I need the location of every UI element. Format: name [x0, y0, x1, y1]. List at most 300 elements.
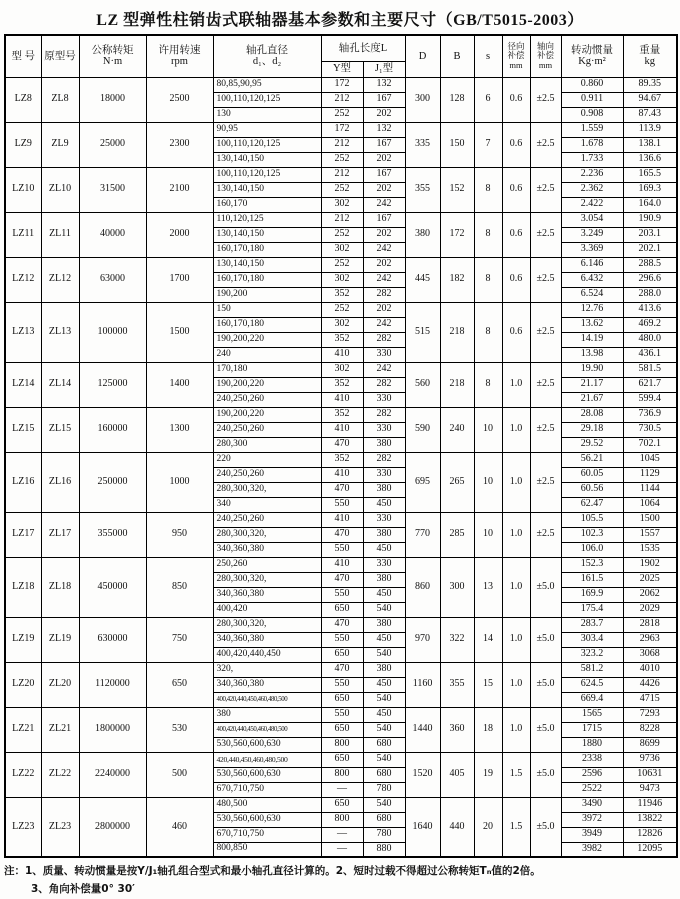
bore-diameter-cell: 130,140,150: [213, 152, 321, 167]
prototype-cell: ZL23: [41, 797, 79, 857]
length-Y-cell: 352: [321, 332, 363, 347]
bore-diameter-cell: 110,120,125: [213, 212, 321, 227]
B-cell: 355: [440, 662, 474, 707]
bore-diameter-cell: 220: [213, 452, 321, 467]
weight-cell: 113.9: [623, 122, 677, 137]
weight-cell: 2062: [623, 587, 677, 602]
length-J1-cell: 242: [363, 272, 405, 287]
length-Y-cell: 352: [321, 452, 363, 467]
col-header-bore-line2: d₁、d₂: [252, 56, 282, 68]
inertia-cell: 3972: [561, 812, 623, 827]
torque-cell: 25000: [79, 122, 146, 167]
length-Y-cell: 212: [321, 167, 363, 182]
bore-diameter-cell: 340,360,380: [213, 542, 321, 557]
length-J1-cell: 330: [363, 347, 405, 362]
table-row: [5, 122, 677, 137]
inertia-cell: 13.62: [561, 317, 623, 332]
length-Y-cell: 650: [321, 647, 363, 662]
radial-compensation-cell: 1.0: [502, 407, 530, 452]
length-J1-cell: 167: [363, 92, 405, 107]
col-header-bore-length-group: [321, 35, 405, 61]
weight-cell: 296.6: [623, 272, 677, 287]
bore-diameter-cell: 90,95: [213, 122, 321, 137]
length-J1-cell: 330: [363, 392, 405, 407]
length-J1-cell: 450: [363, 497, 405, 512]
prototype-cell: ZL16: [41, 452, 79, 512]
weight-cell: 1557: [623, 527, 677, 542]
length-Y-cell: 302: [321, 242, 363, 257]
bore-diameter-cell: 280,300,320,: [213, 572, 321, 587]
weight-cell: 190.9: [623, 212, 677, 227]
inertia-cell: 56.21: [561, 452, 623, 467]
bore-diameter-cell: 400,420: [213, 602, 321, 617]
weight-cell: 436.1: [623, 347, 677, 362]
col-header-speed-line2: rpm: [171, 56, 188, 68]
length-J1-cell: 242: [363, 242, 405, 257]
col-header-bore-length-label: 轴孔长度L: [338, 42, 388, 54]
length-J1-cell: 202: [363, 152, 405, 167]
radial-compensation-cell: 1.0: [502, 452, 530, 512]
radial-compensation-cell: 1.5: [502, 752, 530, 797]
axial-compensation-cell: ±2.5: [530, 512, 561, 557]
weight-cell: 4715: [623, 692, 677, 707]
length-J1-cell: 167: [363, 212, 405, 227]
weight-cell: 702.1: [623, 437, 677, 452]
weight-cell: 12826: [623, 827, 677, 842]
table-header: [5, 35, 677, 77]
B-cell: 285: [440, 512, 474, 557]
inertia-cell: 2596: [561, 767, 623, 782]
table-row: [5, 407, 677, 422]
s-cell: 6: [474, 77, 502, 122]
speed-cell: 2000: [146, 212, 213, 257]
bore-diameter-cell: 100,110,120,125: [213, 167, 321, 182]
model-cell: LZ11: [5, 212, 41, 257]
length-J1-cell: 242: [363, 317, 405, 332]
col-header-prototype: [41, 35, 79, 77]
weight-cell: 89.35: [623, 77, 677, 92]
D-cell: 335: [405, 122, 440, 167]
length-J1-cell: 202: [363, 257, 405, 272]
D-cell: 1440: [405, 707, 440, 752]
axial-compensation-cell: ±5.0: [530, 557, 561, 617]
length-J1-cell: 282: [363, 332, 405, 347]
length-Y-cell: 650: [321, 722, 363, 737]
col-header-B: [440, 35, 474, 77]
torque-cell: 63000: [79, 257, 146, 302]
axial-compensation-cell: ±2.5: [530, 122, 561, 167]
length-Y-cell: 252: [321, 107, 363, 122]
inertia-cell: 106.0: [561, 542, 623, 557]
B-cell: 300: [440, 557, 474, 617]
length-J1-cell: 380: [363, 572, 405, 587]
col-header-weight-line2: kg: [644, 56, 656, 68]
bore-diameter-cell: 240,250,260: [213, 392, 321, 407]
bore-diameter-cell: 400,420,440,450: [213, 647, 321, 662]
inertia-cell: 6.524: [561, 287, 623, 302]
speed-cell: 1400: [146, 362, 213, 407]
length-J1-cell: 282: [363, 407, 405, 422]
B-cell: 218: [440, 362, 474, 407]
torque-cell: 31500: [79, 167, 146, 212]
length-Y-cell: 650: [321, 602, 363, 617]
model-cell: LZ21: [5, 707, 41, 752]
prototype-cell: ZL22: [41, 752, 79, 797]
weight-cell: 621.7: [623, 377, 677, 392]
weight-cell: 7293: [623, 707, 677, 722]
length-J1-cell: 380: [363, 662, 405, 677]
weight-cell: 4426: [623, 677, 677, 692]
prototype-cell: ZL12: [41, 257, 79, 302]
model-cell: LZ20: [5, 662, 41, 707]
length-J1-cell: 540: [363, 797, 405, 812]
inertia-cell: 2338: [561, 752, 623, 767]
length-J1-cell: 540: [363, 752, 405, 767]
radial-compensation-cell: 1.0: [502, 362, 530, 407]
weight-cell: 599.4: [623, 392, 677, 407]
length-Y-cell: 302: [321, 197, 363, 212]
bore-diameter-cell: 280,300: [213, 437, 321, 452]
bore-diameter-cell: 100,110,120,125: [213, 137, 321, 152]
prototype-cell: ZL18: [41, 557, 79, 617]
speed-cell: 530: [146, 707, 213, 752]
page-title: LZ 型弹性柱销齿式联轴器基本参数和主要尺寸（GB/T5015-2003）: [96, 12, 584, 29]
torque-cell: 40000: [79, 212, 146, 257]
inertia-cell: 1.733: [561, 152, 623, 167]
torque-cell: 1800000: [79, 707, 146, 752]
length-J1-cell: 282: [363, 287, 405, 302]
bore-diameter-cell: 160,170,180: [213, 242, 321, 257]
inertia-cell: 14.19: [561, 332, 623, 347]
model-cell: LZ13: [5, 302, 41, 362]
D-cell: 590: [405, 407, 440, 452]
table-row: [5, 257, 677, 272]
bore-diameter-cell: 170,180: [213, 362, 321, 377]
radial-compensation-cell: 1.0: [502, 662, 530, 707]
length-Y-cell: 252: [321, 227, 363, 242]
inertia-cell: 1715: [561, 722, 623, 737]
length-Y-cell: 550: [321, 542, 363, 557]
axial-compensation-cell: ±5.0: [530, 617, 561, 662]
axial-compensation-cell: ±2.5: [530, 167, 561, 212]
length-J1-cell: 167: [363, 137, 405, 152]
length-Y-cell: 252: [321, 302, 363, 317]
weight-cell: 1535: [623, 542, 677, 557]
bore-diameter-cell: 530,560,600,630: [213, 737, 321, 752]
bore-diameter-cell: 240,250,260: [213, 467, 321, 482]
col-header-length-Y-label: Y型: [332, 63, 352, 75]
inertia-cell: 581.2: [561, 662, 623, 677]
footnote-line-1: 注：1、质量、转动惯量是按Y/J₁轴孔组合型式和最小轴孔直径计算的。2、短时过载不得超过公称转矩Tₙ值的2倍。: [4, 865, 541, 877]
inertia-cell: 669.4: [561, 692, 623, 707]
length-Y-cell: 550: [321, 632, 363, 647]
col-header-axial-line3: mm: [538, 60, 553, 71]
inertia-cell: 303.4: [561, 632, 623, 647]
bore-diameter-cell: 190,200,220: [213, 407, 321, 422]
col-header-speed-line1: 许用转速: [158, 45, 201, 57]
torque-cell: 100000: [79, 302, 146, 362]
bore-diameter-cell: 340,360,380: [213, 632, 321, 647]
inertia-cell: 3.054: [561, 212, 623, 227]
axial-compensation-cell: ±2.5: [530, 212, 561, 257]
weight-cell: 4010: [623, 662, 677, 677]
bore-diameter-cell: 670,710,750: [213, 827, 321, 842]
col-header-inertia-line2: Kg·m²: [578, 56, 606, 68]
inertia-cell: 1.559: [561, 122, 623, 137]
length-Y-cell: 550: [321, 707, 363, 722]
bore-diameter-cell: 320,: [213, 662, 321, 677]
table-row: [5, 302, 677, 317]
bore-diameter-cell: 340: [213, 497, 321, 512]
length-J1-cell: 282: [363, 377, 405, 392]
weight-cell: 169.3: [623, 182, 677, 197]
weight-cell: 11946: [623, 797, 677, 812]
s-cell: 13: [474, 557, 502, 617]
prototype-cell: ZL10: [41, 167, 79, 212]
s-cell: 8: [474, 302, 502, 362]
D-cell: 560: [405, 362, 440, 407]
inertia-cell: 624.5: [561, 677, 623, 692]
inertia-cell: 2522: [561, 782, 623, 797]
axial-compensation-cell: ±2.5: [530, 302, 561, 362]
length-Y-cell: 470: [321, 437, 363, 452]
model-cell: LZ15: [5, 407, 41, 452]
bore-diameter-cell: 190,200: [213, 287, 321, 302]
col-header-B-label: B: [453, 50, 461, 62]
inertia-cell: 2.236: [561, 167, 623, 182]
axial-compensation-cell: ±5.0: [530, 797, 561, 857]
weight-cell: 3068: [623, 647, 677, 662]
D-cell: 1640: [405, 797, 440, 857]
radial-compensation-cell: 1.0: [502, 557, 530, 617]
length-Y-cell: 470: [321, 527, 363, 542]
inertia-cell: 12.76: [561, 302, 623, 317]
col-header-inertia: [561, 35, 623, 77]
col-header-torque-line2: N·m: [102, 56, 123, 68]
inertia-cell: 3949: [561, 827, 623, 842]
weight-cell: 469.2: [623, 317, 677, 332]
weight-cell: 581.5: [623, 362, 677, 377]
model-cell: LZ22: [5, 752, 41, 797]
bore-diameter-cell: 130,140,150: [213, 257, 321, 272]
bore-diameter-cell: 130,140,150: [213, 227, 321, 242]
col-header-radial-line2: 补偿: [507, 50, 525, 61]
bore-diameter-cell: 400,420,440,450,460,480,500: [213, 692, 321, 707]
length-J1-cell: 780: [363, 827, 405, 842]
col-header-model-label: 型 号: [11, 50, 36, 62]
weight-cell: 9473: [623, 782, 677, 797]
s-cell: 10: [474, 407, 502, 452]
col-header-axial-line1: 轴向: [537, 40, 555, 51]
weight-cell: 164.0: [623, 197, 677, 212]
inertia-cell: 161.5: [561, 572, 623, 587]
s-cell: 10: [474, 452, 502, 512]
length-J1-cell: 330: [363, 557, 405, 572]
length-J1-cell: 450: [363, 632, 405, 647]
length-Y-cell: 252: [321, 182, 363, 197]
inertia-cell: 3.249: [561, 227, 623, 242]
radial-compensation-cell: 0.6: [502, 302, 530, 362]
inertia-cell: 19.90: [561, 362, 623, 377]
inertia-cell: 6.432: [561, 272, 623, 287]
length-Y-cell: 650: [321, 692, 363, 707]
length-J1-cell: 380: [363, 437, 405, 452]
bore-diameter-cell: 800,850: [213, 842, 321, 857]
B-cell: 150: [440, 122, 474, 167]
table-row: [5, 167, 677, 182]
inertia-cell: 323.2: [561, 647, 623, 662]
bore-diameter-cell: 530,560,600,630: [213, 767, 321, 782]
length-Y-cell: 352: [321, 407, 363, 422]
length-Y-cell: 410: [321, 422, 363, 437]
footnote-line-2: 3、角向补偿量0° 30′: [31, 883, 135, 896]
length-J1-cell: 680: [363, 812, 405, 827]
length-J1-cell: 680: [363, 737, 405, 752]
prototype-cell: ZL17: [41, 512, 79, 557]
weight-cell: 10631: [623, 767, 677, 782]
radial-compensation-cell: 0.6: [502, 257, 530, 302]
table-row: [5, 752, 677, 767]
weight-cell: 1129: [623, 467, 677, 482]
speed-cell: 750: [146, 617, 213, 662]
model-cell: LZ19: [5, 617, 41, 662]
weight-cell: 288.5: [623, 257, 677, 272]
D-cell: 770: [405, 512, 440, 557]
prototype-cell: ZL21: [41, 707, 79, 752]
col-header-length-J1-label: J₁型: [374, 63, 394, 75]
length-Y-cell: 352: [321, 287, 363, 302]
inertia-cell: 105.5: [561, 512, 623, 527]
inertia-cell: 3982: [561, 842, 623, 857]
length-Y-cell: 410: [321, 347, 363, 362]
col-header-radial-line3: mm: [509, 60, 523, 71]
prototype-cell: ZL15: [41, 407, 79, 452]
D-cell: 860: [405, 557, 440, 617]
length-Y-cell: 470: [321, 617, 363, 632]
radial-compensation-cell: 0.6: [502, 77, 530, 122]
radial-compensation-cell: 1.0: [502, 707, 530, 752]
col-header-s: [474, 35, 502, 77]
bore-diameter-cell: 240,250,260: [213, 512, 321, 527]
table-row: [5, 77, 677, 92]
col-header-weight: [623, 35, 677, 77]
torque-cell: 450000: [79, 557, 146, 617]
axial-compensation-cell: ±5.0: [530, 707, 561, 752]
B-cell: 152: [440, 167, 474, 212]
col-header-bore-line1: 轴孔直径: [246, 45, 288, 57]
D-cell: 695: [405, 452, 440, 512]
weight-cell: 138.1: [623, 137, 677, 152]
s-cell: 8: [474, 212, 502, 257]
weight-cell: 87.43: [623, 107, 677, 122]
weight-cell: 1045: [623, 452, 677, 467]
inertia-cell: 3.369: [561, 242, 623, 257]
table-row: [5, 662, 677, 677]
bore-diameter-cell: 130,140,150: [213, 182, 321, 197]
length-J1-cell: 132: [363, 77, 405, 92]
radial-compensation-cell: 1.0: [502, 617, 530, 662]
col-header-axial-line2: 补偿: [537, 50, 555, 61]
B-cell: 440: [440, 797, 474, 857]
inertia-cell: 0.911: [561, 92, 623, 107]
bore-diameter-cell: 190,200,220: [213, 332, 321, 347]
length-J1-cell: 450: [363, 677, 405, 692]
inertia-cell: 2.362: [561, 182, 623, 197]
torque-cell: 355000: [79, 512, 146, 557]
spec-table: [4, 34, 678, 858]
bore-diameter-cell: 340,360,380: [213, 587, 321, 602]
inertia-cell: 0.860: [561, 77, 623, 92]
torque-cell: 630000: [79, 617, 146, 662]
length-Y-cell: 470: [321, 482, 363, 497]
axial-compensation-cell: ±2.5: [530, 257, 561, 302]
weight-cell: 736.9: [623, 407, 677, 422]
axial-compensation-cell: ±2.5: [530, 407, 561, 452]
model-cell: LZ9: [5, 122, 41, 167]
speed-cell: 1300: [146, 407, 213, 452]
torque-cell: 250000: [79, 452, 146, 512]
D-cell: 970: [405, 617, 440, 662]
D-cell: 300: [405, 77, 440, 122]
s-cell: 8: [474, 362, 502, 407]
weight-cell: 12095: [623, 842, 677, 857]
B-cell: 322: [440, 617, 474, 662]
table-row: [5, 512, 677, 527]
length-J1-cell: 540: [363, 692, 405, 707]
speed-cell: 2500: [146, 77, 213, 122]
length-Y-cell: 252: [321, 257, 363, 272]
col-header-speed: [146, 35, 213, 77]
length-J1-cell: 540: [363, 647, 405, 662]
inertia-cell: 21.67: [561, 392, 623, 407]
torque-cell: 160000: [79, 407, 146, 452]
B-cell: 172: [440, 212, 474, 257]
bore-diameter-cell: 240,250,260: [213, 422, 321, 437]
col-header-inertia-line1: 转动惯量: [571, 45, 614, 57]
speed-cell: 2300: [146, 122, 213, 167]
length-J1-cell: 540: [363, 602, 405, 617]
speed-cell: 1000: [146, 452, 213, 512]
weight-cell: 480.0: [623, 332, 677, 347]
s-cell: 15: [474, 662, 502, 707]
length-J1-cell: 330: [363, 467, 405, 482]
col-header-prototype-label: 原型号: [44, 50, 76, 62]
B-cell: 218: [440, 302, 474, 362]
bore-diameter-cell: 80,85,90,95: [213, 77, 321, 92]
bore-diameter-cell: 280,300,320,: [213, 617, 321, 632]
length-Y-cell: 550: [321, 677, 363, 692]
speed-cell: 950: [146, 512, 213, 557]
weight-cell: 2025: [623, 572, 677, 587]
inertia-cell: 0.908: [561, 107, 623, 122]
length-J1-cell: 450: [363, 707, 405, 722]
torque-cell: 18000: [79, 77, 146, 122]
prototype-cell: ZL8: [41, 77, 79, 122]
B-cell: 405: [440, 752, 474, 797]
length-Y-cell: 410: [321, 557, 363, 572]
prototype-cell: ZL13: [41, 302, 79, 362]
length-J1-cell: 380: [363, 527, 405, 542]
inertia-cell: 169.9: [561, 587, 623, 602]
speed-cell: 1700: [146, 257, 213, 302]
weight-cell: 288.0: [623, 287, 677, 302]
inertia-cell: 21.17: [561, 377, 623, 392]
length-Y-cell: 550: [321, 587, 363, 602]
bore-diameter-cell: 670,710,750: [213, 782, 321, 797]
length-J1-cell: 132: [363, 122, 405, 137]
length-Y-cell: 212: [321, 212, 363, 227]
D-cell: 515: [405, 302, 440, 362]
